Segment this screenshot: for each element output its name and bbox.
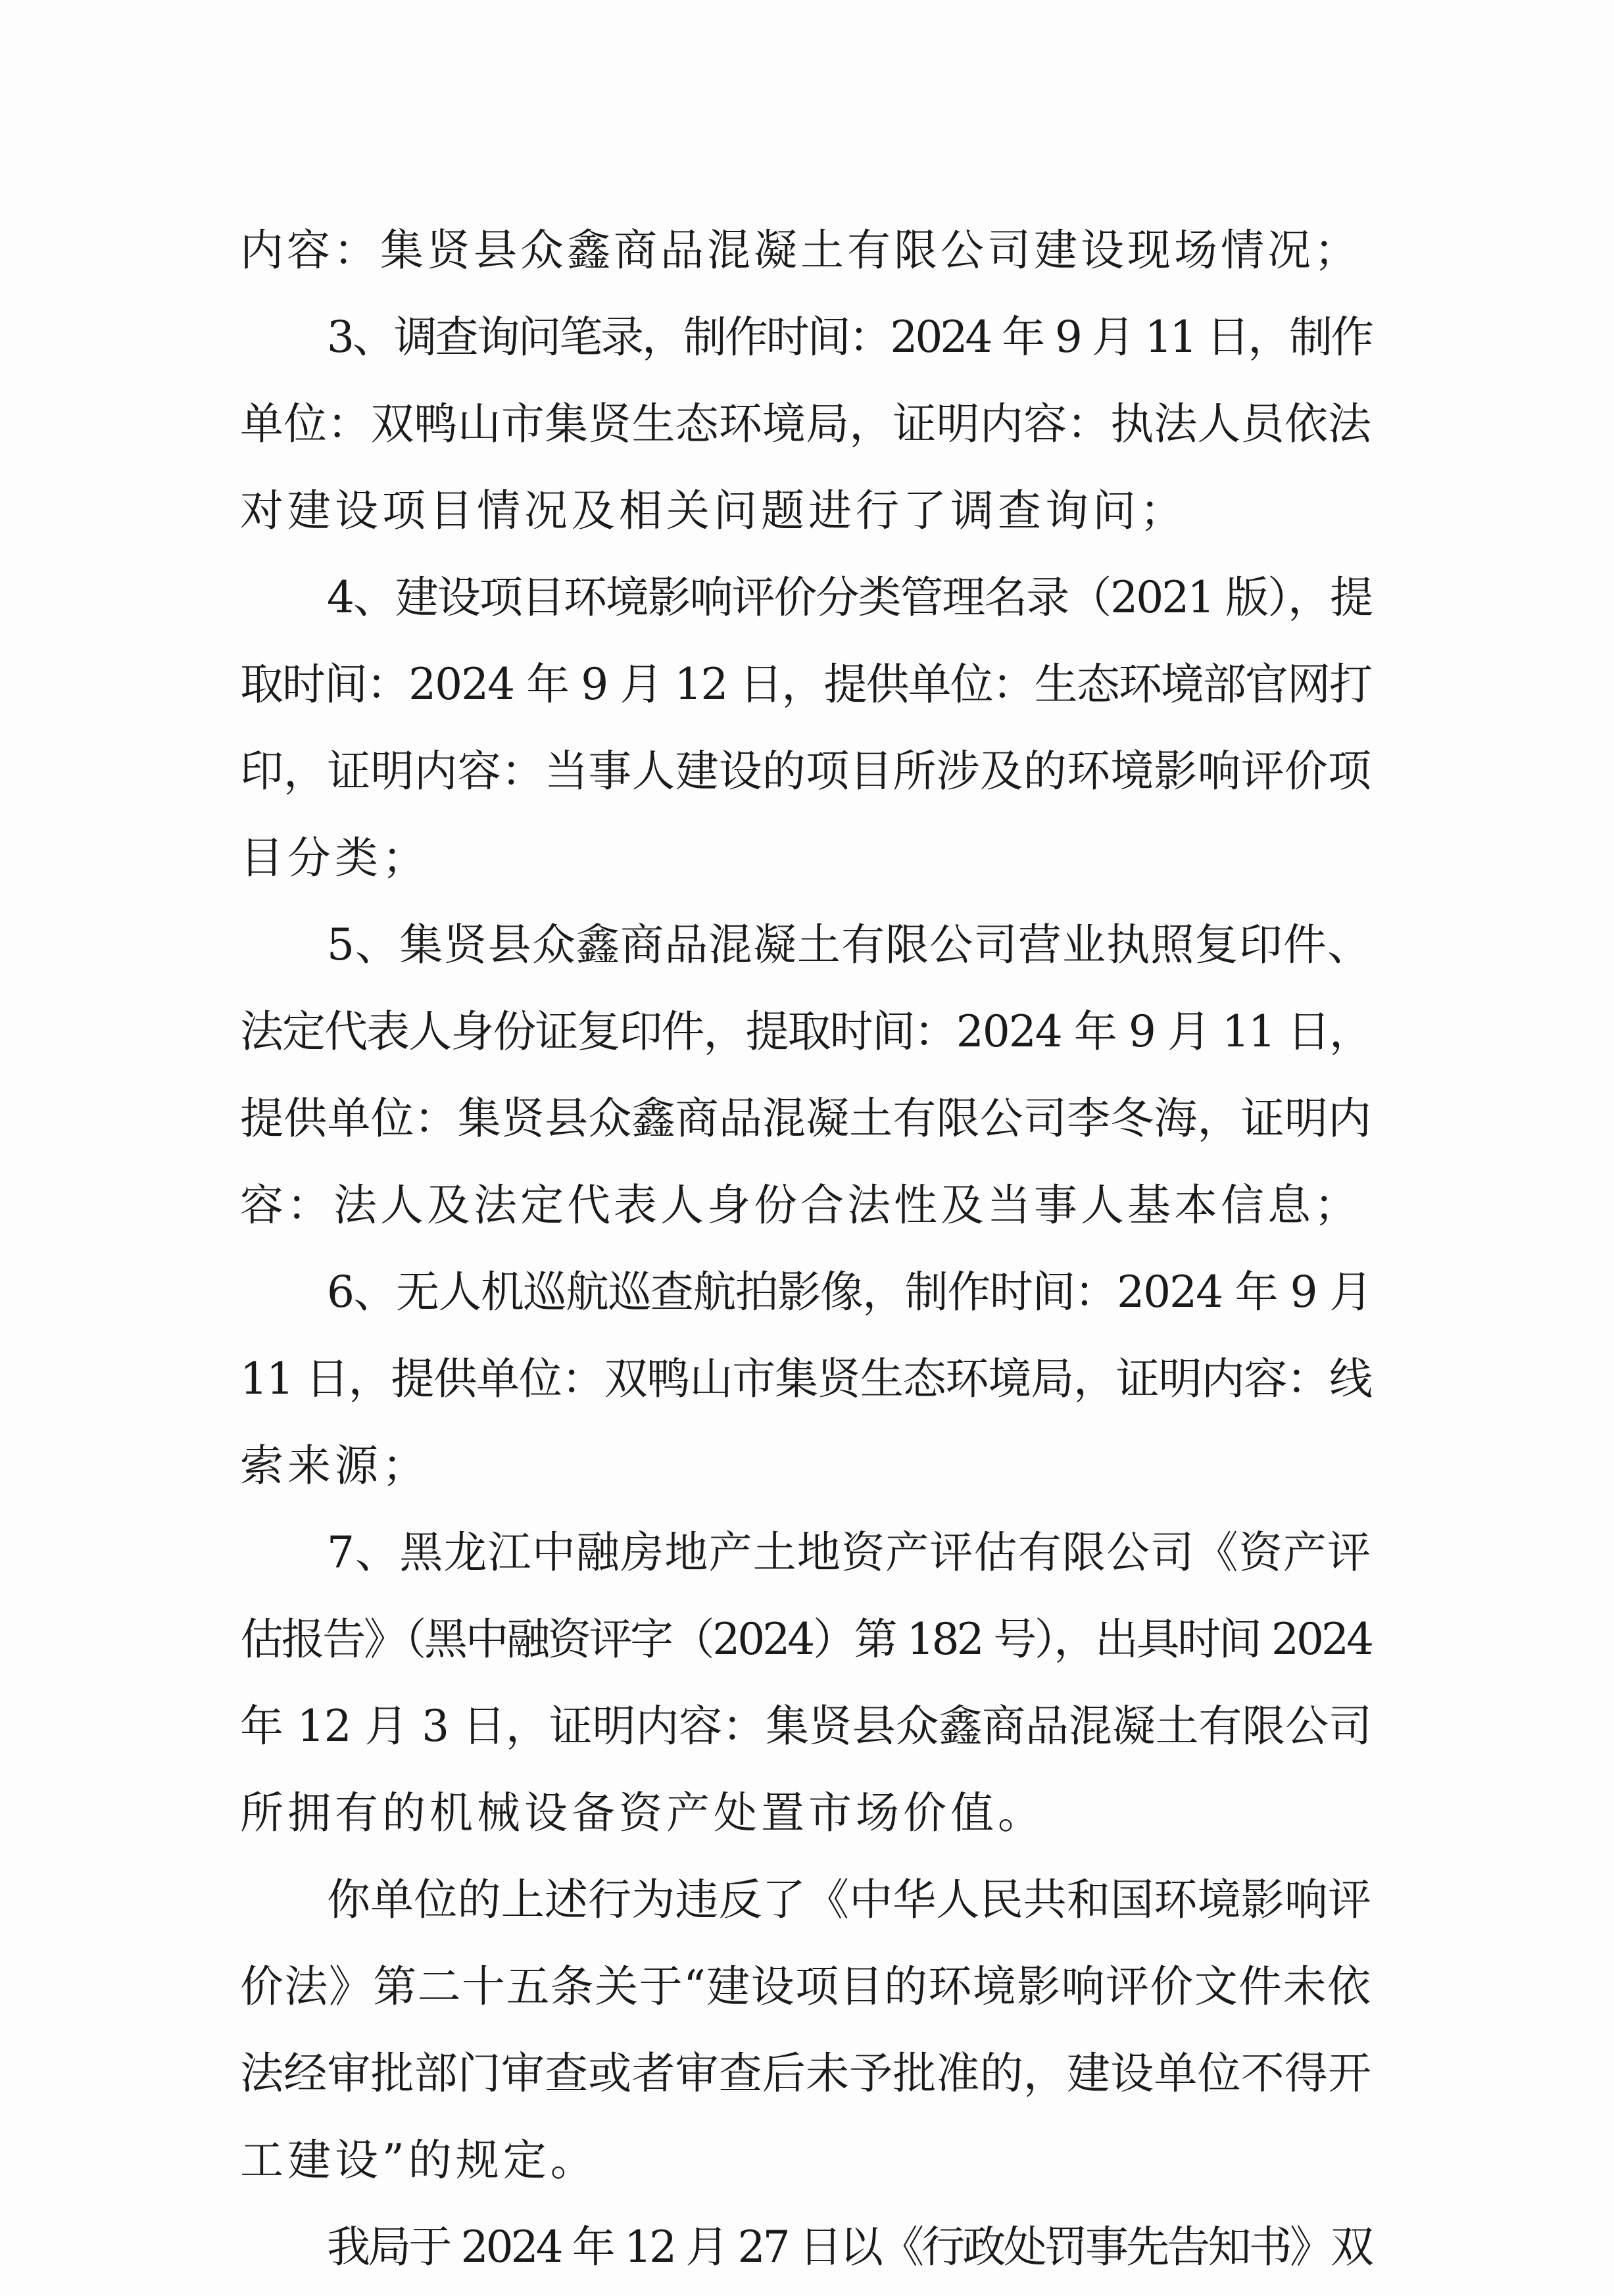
document-line: 估报告》（黑中融资评字（2024）第 182 号），出具时间 2024 [240,1614,1371,1665]
document-line: 7、黑龙江中融房地产土地资产评估有限公司《资产评 [327,1527,1371,1578]
document-body [240,207,1371,2291]
document-line: 6、无人机巡航巡查航拍影像，制作时间：2024 年 9 月 [327,1267,1371,1317]
document-line: 提供单位：集贤县众鑫商品混凝土有限公司李冬海，证明内 [240,1093,1371,1144]
document-line: 对建设项目情况及相关问题进行了调查询问； [240,485,1187,536]
document-line: 年 12 月 3 日，证明内容：集贤县众鑫商品混凝土有限公司 [240,1701,1371,1751]
document-line: 法经审批部门审查或者审查后未予批准的，建设单位不得开 [240,2048,1371,2099]
document-line: 11 日，提供单位：双鸭山市集贤生态环境局，证明内容：线 [240,1354,1371,1404]
document-line: 索来源； [240,1440,429,1491]
document-line: 价法》第二十五条关于“建设项目的环境影响评价文件未依 [240,1961,1371,2012]
document-line: 5、集贤县众鑫商品混凝土有限公司营业执照复印件、 [327,919,1371,970]
document-line: 所拥有的机械设备资产处置市场价值。 [240,1788,1045,1838]
document-line: 我局于 2024 年 12 月 27 日以《行政处罚事先告知书》双 [327,2222,1371,2272]
document-line: 印，证明内容：当事人建设的项目所涉及的环境影响评价项 [240,746,1371,796]
document-line: 单位：双鸭山市集贤生态环境局，证明内容：执法人员依法 [240,399,1371,449]
document-line: 4、建设项目环境影响评价分类管理名录（2021 版），提 [327,572,1371,623]
document-line: 容：法人及法定代表人身份合法性及当事人基本信息； [240,1180,1361,1231]
document-line: 取时间：2024 年 9 月 12 日，提供单位：生态环境部官网打 [240,659,1371,710]
document-line: 法定代表人身份证复印件，提取时间：2024 年 9 月 11 日， [240,1006,1371,1057]
document-line: 工建设”的规定。 [240,2135,598,2186]
document-line: 目分类； [240,833,429,883]
document-line: 内容：集贤县众鑫商品混凝土有限公司建设现场情况； [240,225,1361,276]
document-line: 3、调查询问笔录，制作时间：2024 年 9 月 11 日，制作 [327,312,1371,362]
document-line: 你单位的上述行为违反了《中华人民共和国环境影响评 [327,1874,1371,1925]
